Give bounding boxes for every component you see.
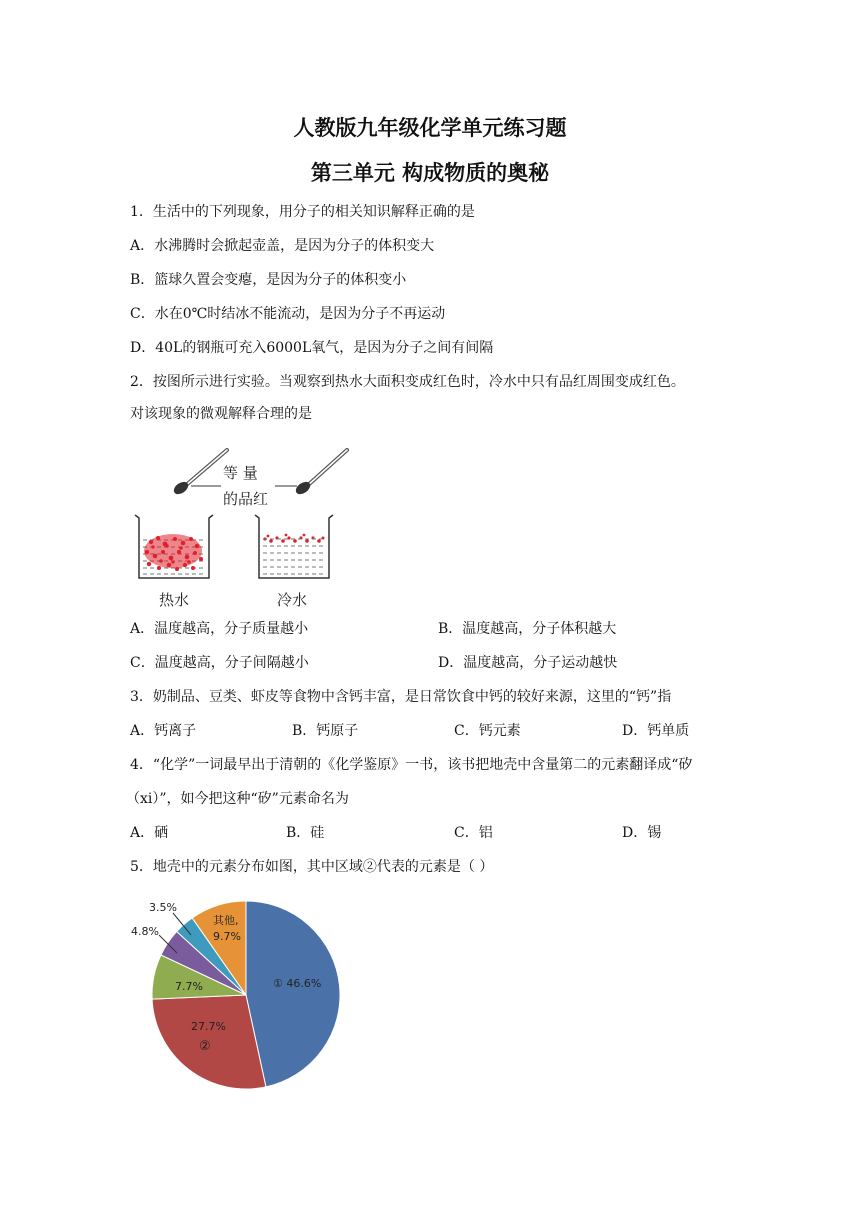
question-2-option-c: C．温度越高，分子间隔越小	[130, 655, 309, 671]
slice-label-2-mark: ②	[199, 1039, 211, 1054]
question-1-option-b: B．篮球久置会变瘪，是因为分子的体积变小	[130, 272, 407, 288]
slice-label-1: ① 46.6%	[273, 977, 322, 990]
right-spatula-icon	[294, 450, 347, 497]
question-3-option-b: B．钙原子	[292, 723, 359, 739]
question-2-stem-line2: 对该现象的微观解释合理的是	[130, 406, 312, 422]
question-3-option-a: A．钙离子	[130, 723, 197, 739]
question-5-stem: 5．地壳中的元素分布如图，其中区域②代表的元素是（ ）	[130, 859, 494, 875]
question-4-stem: 4．“化学”一词最早出于清朝的《化学鉴原》一书，该书把地壳中含量第二的元素翻译成“矽	[130, 757, 693, 773]
question-1-stem: 1．生活中的下列现象，用分子的相关知识解释正确的是	[130, 204, 475, 220]
question-3-option-c: C．钙元素	[454, 723, 521, 739]
slice-label-5: 3.5%	[149, 901, 177, 914]
left-spatula-icon	[172, 450, 227, 497]
question-4-option-b: B．硅	[286, 825, 325, 841]
figure-label-equal: 等 量	[223, 464, 258, 482]
slice-label-3: 7.7%	[175, 980, 203, 993]
question-1-option-c: C．水在0℃时结冰不能流动，是因为分子不再运动	[130, 306, 446, 322]
crust-element-pie-chart	[125, 895, 350, 1095]
unit-subtitle: 第三单元 构成物质的奥秘	[310, 161, 550, 185]
slice-label-4: 4.8%	[131, 925, 159, 938]
question-2-option-d: D．温度越高，分子运动越快	[438, 655, 618, 671]
question-3-stem: 3．奶制品、豆类、虾皮等食物中含钙丰富，是日常饮食中钙的较好来源，这里的“钙”指	[130, 689, 672, 705]
question-2-option-b: B．温度越高，分子体积越大	[438, 621, 617, 637]
figure-label-pinhong: 的品红	[223, 490, 269, 508]
hot-water-label: 热水	[159, 591, 190, 609]
question-2-stem: 2．按图所示进行实验。当观察到热水大面积变成红色时，冷水中只有品红周围变成红色。	[130, 374, 685, 390]
question-4-stem-line2: （xi）”，如今把这种“矽”元素命名为	[126, 791, 349, 807]
hot-water-beaker	[135, 515, 213, 578]
slice-label-2-value: 27.7%	[191, 1020, 226, 1033]
question-4-option-a: A．硒	[130, 825, 169, 841]
beaker-experiment-figure	[125, 440, 365, 615]
question-2-option-a: A．温度越高，分子质量越小	[130, 621, 309, 637]
cold-water-beaker	[255, 515, 333, 578]
question-1-option-a: A．水沸腾时会掀起壶盖，是因为分子的体积变大	[130, 238, 435, 254]
cold-water-label: 冷水	[277, 591, 308, 609]
slice-label-6-name: 其他,	[213, 914, 239, 927]
slice-label-6-value: 9.7%	[213, 930, 241, 943]
question-4-option-d: D．锡	[622, 825, 662, 841]
question-1-option-d: D．40L的钢瓶可充入6000L氧气，是因为分子之间有间隔	[130, 340, 494, 356]
question-4-option-c: C．铝	[454, 825, 493, 841]
question-3-option-d: D．钙单质	[622, 723, 690, 739]
document-title: 人教版九年级化学单元练习题	[293, 116, 567, 140]
